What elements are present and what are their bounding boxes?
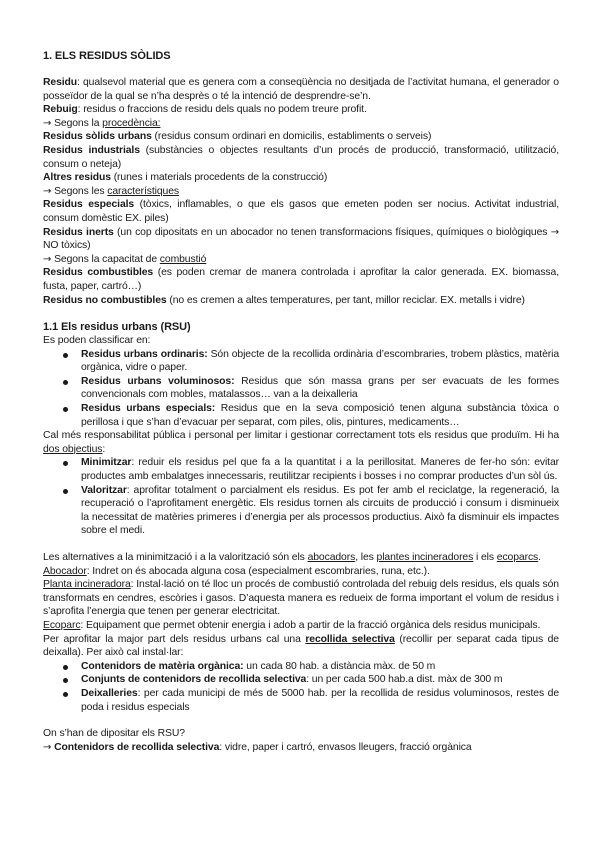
text-rebuig: : residus o fraccions de residu dels quals no podem treure profit. bbox=[77, 104, 367, 116]
procedencia-heading bbox=[43, 117, 559, 131]
objectives-list bbox=[43, 456, 559, 538]
alternatives-text: , les bbox=[355, 552, 377, 563]
list-item-text: : per cada municipi de més de 5000 hab. per la recollida de residus voluminosos, restes de poda i residus especials bbox=[81, 687, 559, 713]
arrow-icon: → bbox=[43, 185, 52, 197]
paragraph-no-combustibles bbox=[43, 294, 559, 308]
page-title: 1. ELS RESIDUS SÒLIDS bbox=[43, 50, 171, 62]
text-residu: : qualsevol material que es genera com a conseqüència no desitjada de l’activitat humana, el generador o posseïdor de la qual se n’ha desprès o té la intenció de desprendre-se’n. bbox=[43, 77, 559, 102]
term-especials: Residus especials bbox=[43, 199, 135, 211]
term-abocador: Abocador bbox=[43, 565, 87, 577]
list-item-term: Conjunts de contenidors de recollida selectiva bbox=[81, 674, 307, 686]
spacer bbox=[43, 714, 559, 727]
term-combustibles: Residus combustibles bbox=[43, 267, 154, 279]
resp-text: Cal més responsabilitat pública i personal per limitar i gestionar correctament tots els residus que produïm. Hi ha bbox=[43, 430, 559, 442]
list-item-term: Residus urbans especials: bbox=[81, 403, 216, 415]
term-rebuig: Rebuig bbox=[43, 104, 78, 116]
answer-term: Contenidors de recollida selectiva bbox=[51, 741, 220, 753]
list-item bbox=[81, 687, 559, 714]
term-inerts: Residus inerts bbox=[43, 226, 114, 238]
answer bbox=[43, 741, 559, 755]
paragraph-combustibles bbox=[43, 266, 559, 293]
list-item-text: : un per cada 500 hab.a dist. màx de 300 m bbox=[306, 674, 503, 686]
paragraph-industrials bbox=[43, 144, 559, 171]
text-inerts-tail: NO tòxics) bbox=[43, 240, 91, 252]
list-item-text: un cada 80 hab. a distància màx. de 50 m bbox=[243, 660, 436, 672]
question: On s’han de dipositar els RSU? bbox=[43, 728, 185, 740]
list-item bbox=[81, 660, 559, 674]
spacer bbox=[43, 307, 559, 320]
dos-objectius-link: dos objectius bbox=[43, 443, 103, 455]
list-item-term: Deixalleries bbox=[81, 687, 138, 699]
paragraph-abocador bbox=[43, 565, 559, 579]
paragraph-residu bbox=[43, 76, 559, 103]
list-item-term: Valoritzar bbox=[81, 484, 127, 496]
list-item-text: Residus que en la seva composició tenen alguna substància tòxica o perillosa i que s’han d’evacuar per separat, com piles, olis, pintures, medicaments… bbox=[81, 403, 559, 428]
list-item-term: Contenidors de matèria orgànica: bbox=[81, 660, 244, 672]
text-industrials: (substàncies o objectes resultants d’un procés de producció, transformació, utilització, consum o neteja) bbox=[43, 144, 560, 170]
term-altres: Altres residus bbox=[43, 172, 111, 184]
text-solids-urbans: (residus consum ordinari en domicilis, establiments o serveis) bbox=[151, 131, 432, 143]
recollida-selectiva-link: recollida selectiva bbox=[305, 633, 395, 645]
list-item-term: Residus urbans ordinaris: bbox=[81, 348, 208, 360]
paragraph-solids-urbans bbox=[43, 130, 559, 144]
text-abocador: : Indret on és abocada alguna cosa (especialment escombraries, runa, etc.). bbox=[86, 565, 430, 577]
procedencia-text: Segons la bbox=[51, 117, 103, 129]
term-solids-urbans: Residus sòlids urbans bbox=[43, 131, 152, 143]
list-item-text: : aprofitar totalment o parcialment els residus. Es pot fer amb el reciclatge, la regeneració, la recuperació o l’aprofitament energètic. Els residus tornen als circuits de producció i consum i disminueix la necessitat de matèries primeres i d’energia per als processos productius. Això fa disminuir els impactes sobre el medi. bbox=[81, 484, 559, 537]
list-item bbox=[81, 673, 559, 687]
list-item-text: Residus que són massa grans per ser evacuats de les formes convencionals com mobles, matalassos… van a la deixalleria bbox=[81, 375, 559, 401]
procedencia-link: procedència: bbox=[102, 117, 161, 129]
term-planta: Planta incineradora bbox=[43, 579, 131, 591]
text-no-combustibles: (no es cremen a altes temperatures, per tant, millor reciclar. EX. metalls i vidre) bbox=[166, 294, 525, 306]
term-residu: Residu bbox=[43, 77, 78, 88]
arrow-icon: → bbox=[550, 226, 559, 238]
alternatives-text: Les alternatives a la minimització i a la valorització són els bbox=[43, 552, 308, 563]
paragraph-alternatives bbox=[43, 551, 559, 565]
term-ecoparc: Ecoparc bbox=[43, 619, 81, 631]
alternatives-text: . bbox=[538, 552, 541, 563]
caracteristiques-heading bbox=[43, 185, 559, 199]
installations-list bbox=[43, 660, 559, 714]
list-item-term: Minimitzar bbox=[81, 457, 132, 469]
text-planta: : Instal·lació on té lloc un procés de combustió controlada del rebuig dels residus, els quals són transformats en cendres, escòries i gasos. D’aquesta manera es redueix de forma important el volum de residus i s’aprofita l’energia que tenen per generar electricitat. bbox=[43, 579, 559, 618]
list-item-text: Són objecte de la recollida ordinària d’escombraries, trobem plàstics, matèria orgànica, vidre o paper. bbox=[81, 348, 560, 374]
arrow-icon: → bbox=[43, 741, 52, 753]
paragraph-planta bbox=[43, 578, 559, 619]
text-combustibles: (es poden cremar de manera controlada i aprofitar la calor generada. EX. biomassa, fusta, paper, cartró…) bbox=[43, 267, 559, 292]
caracteristiques-text: Segons les bbox=[51, 185, 108, 197]
abocadors-link: abocadors bbox=[307, 552, 356, 563]
arrow-icon: → bbox=[43, 117, 52, 129]
list-item-text: : reduir els residus pel que fa a la quantitat i a la perillositat. Maneres de fer-ho són: evitar productes amb embalatges innecessaris, reutilitzar recipients i bosses i no comprar productes d’un sòl ús. bbox=[81, 457, 559, 483]
text-ecoparc: : Equipament que permet obtenir energia i adob a partir de la fracció orgànica dels residus municipals. bbox=[80, 619, 541, 631]
list-item bbox=[81, 375, 559, 402]
list-item bbox=[81, 402, 559, 429]
combustio-text: Segons la capacitat de bbox=[51, 253, 160, 265]
answer-text: : vidre, paper i cartró, envasos lleugers, fracció orgànica bbox=[219, 741, 472, 753]
term-industrials: Residus industrials bbox=[43, 144, 140, 156]
aprofitar-text: Per aprofitar la major part dels residus urbans cal una bbox=[43, 633, 306, 645]
document-body bbox=[43, 49, 559, 754]
text-especials: (tòxics, inflamables, o que els gasos que emeten poden ser nocius. Activitat industrial, consum domèstic EX. piles) bbox=[43, 199, 560, 224]
paragraph-aprofitar bbox=[43, 633, 559, 660]
list-item bbox=[81, 348, 559, 375]
combustio-link: combustió bbox=[159, 253, 207, 265]
combustio-heading bbox=[43, 253, 559, 267]
text-altres: (runes i materials procedents de la construcció) bbox=[110, 172, 328, 184]
paragraph-responsabilitat bbox=[43, 429, 559, 456]
spacer bbox=[43, 538, 559, 551]
classification-intro: Es poden classificar en: bbox=[43, 335, 151, 347]
section-heading-rsu: 1.1 Els residus urbans (RSU) bbox=[43, 321, 191, 334]
paragraph-rebuig bbox=[43, 103, 559, 117]
aprofitar-tail: (recollir per separat cada tipus de deixalla). Per això cal instal·lar: bbox=[43, 633, 559, 659]
list-item bbox=[81, 484, 559, 538]
term-no-combustibles: Residus no combustibles bbox=[43, 294, 167, 306]
alternatives-text: i els bbox=[473, 552, 497, 563]
paragraph-inerts bbox=[43, 226, 559, 253]
ecoparcs-link: ecoparcs bbox=[496, 552, 539, 563]
text-inerts: (un cop dipositats en un abocador no tenen transformacions físiques, químiques o biològiques bbox=[113, 226, 551, 238]
paragraph-especials bbox=[43, 198, 559, 225]
plantes-incineradores-link: plantes incineradores bbox=[376, 552, 474, 563]
arrow-icon: → bbox=[43, 253, 52, 265]
paragraph-altres bbox=[43, 171, 559, 185]
resp-tail: : bbox=[102, 443, 106, 455]
caracteristiques-link: característiques bbox=[107, 185, 180, 197]
list-item bbox=[81, 456, 559, 483]
list-item-term: Residus urbans voluminosos: bbox=[81, 375, 235, 387]
paragraph-ecoparc bbox=[43, 619, 559, 633]
classification-list bbox=[43, 348, 559, 430]
